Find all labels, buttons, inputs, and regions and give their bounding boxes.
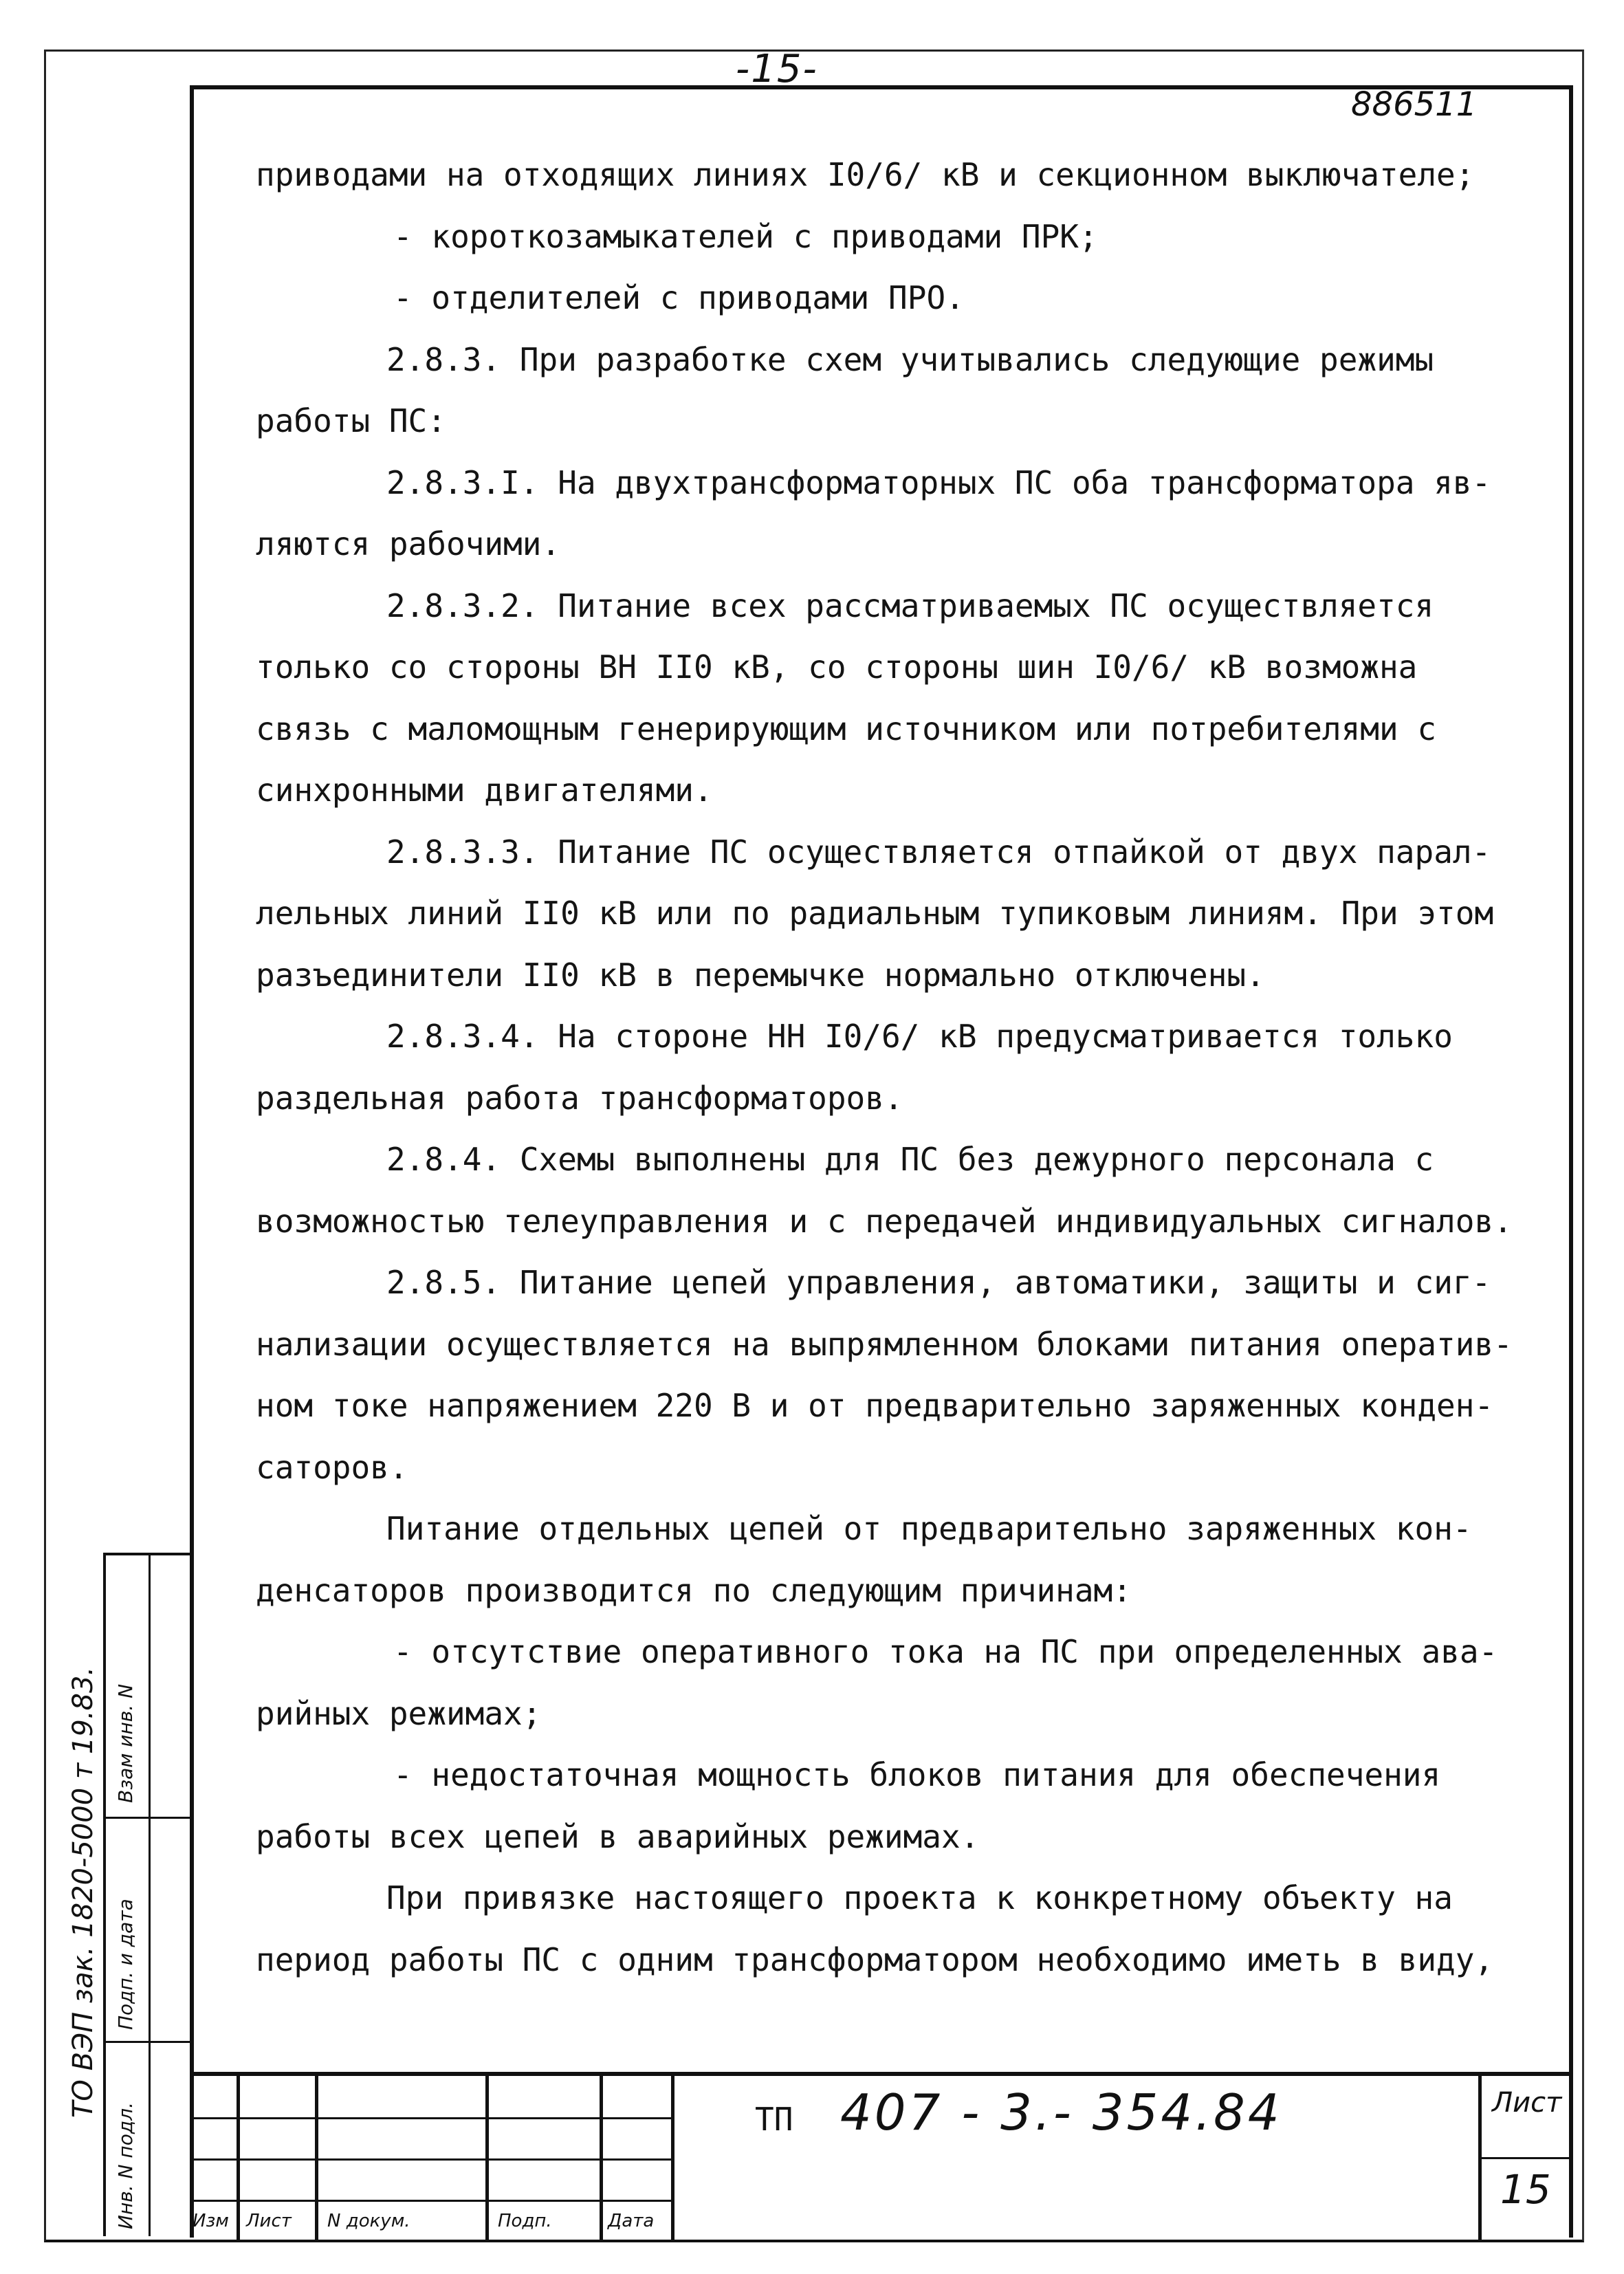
- col-label-podp: Подп.: [498, 2211, 552, 2231]
- text-line: связь с маломощным генерирующим источником или потребителями с: [256, 710, 1437, 747]
- document-code: 886511: [1351, 85, 1478, 124]
- title-block-prefix: ТП: [755, 2101, 793, 2138]
- text-line: синхронными двигателями.: [256, 772, 713, 809]
- text-line: 2.8.3. При разработке схем учитывались следующие режимы: [386, 340, 1434, 378]
- side-label-podp-data: Подп. и дата: [114, 1899, 137, 2030]
- text-line: 2.8.4. Схемы выполнены для ПС без дежурного персонала с: [386, 1141, 1434, 1178]
- text-line: период работы ПС с одним трансформатором необходимо иметь в виду,: [256, 1940, 1494, 1978]
- title-block-code: 407 - 3.- 354.84: [840, 2084, 1282, 2141]
- page-number-top: -15-: [736, 47, 818, 91]
- title-block-line: [190, 2117, 671, 2119]
- col-label-data: Дата: [608, 2211, 655, 2231]
- text-line: нализации осуществляется на выпрямленном блоками питания оператив-: [256, 1325, 1513, 1363]
- title-block-line: [190, 2200, 671, 2202]
- text-line: - короткозамыкателей с приводами ПРК;: [393, 217, 1098, 255]
- text-line: - недостаточная мощность блоков питания для обеспечения: [393, 1756, 1441, 1793]
- text-line: денсаторов производится по следующим причинам:: [256, 1571, 1132, 1609]
- text-line: саторов.: [256, 1448, 408, 1486]
- title-block-line: [671, 2076, 674, 2241]
- side-stamp: [103, 1553, 193, 2236]
- col-label-n-dokum: N докум.: [327, 2211, 410, 2231]
- text-line: только со стороны ВН II0 кВ, со стороны шин I0/6/ кВ возможна: [256, 648, 1418, 686]
- text-line: лельных линий II0 кВ или по радиальным тупиковым линиям. При этом: [256, 895, 1494, 932]
- text-line: работы всех цепей в аварийных режимах.: [256, 1817, 980, 1855]
- text-line: возможностью телеуправления и с передачей индивидуальных сигналов.: [256, 1202, 1513, 1240]
- text-line: приводами на отходящих линиях I0/6/ кВ и секционном выключателе;: [256, 156, 1475, 193]
- sheet-label: Лист: [1492, 2087, 1562, 2119]
- text-line: 2.8.3.4. На стороне НН I0/6/ кВ предусматривается только: [386, 1018, 1453, 1055]
- text-line: работы ПС:: [256, 402, 446, 439]
- text-line: - отсутствие оперативного тока на ПС при определенных ава-: [393, 1633, 1498, 1670]
- text-line: 2.8.3.I. На двухтрансформаторных ПС оба трансформатора яв-: [386, 463, 1491, 501]
- side-label-vzam-inv: Взам инв. N: [114, 1683, 137, 1803]
- text-line: 2.8.5. Питание цепей управления, автоматики, защиты и сиг-: [386, 1264, 1491, 1301]
- col-label-list: Лист: [246, 2211, 292, 2231]
- text-line: - отделителей с приводами ПРО.: [393, 279, 965, 316]
- text-line: Питание отдельных цепей от предварительно заряженных кон-: [386, 1510, 1472, 1547]
- side-stamp-divider: [106, 2041, 193, 2043]
- text-line: рийных режимах;: [256, 1694, 542, 1732]
- title-block-line: [1478, 2157, 1569, 2159]
- side-label-inv-podl: Инв. N подл.: [114, 2102, 137, 2229]
- title-block-line: [190, 2158, 671, 2161]
- text-line: ном токе напряжением 220 В и от предварительно заряженных конден-: [256, 1387, 1494, 1424]
- text-line: 2.8.3.3. Питание ПС осуществляется отпайкой от двух парал-: [386, 833, 1491, 871]
- body-text: [256, 144, 1548, 1991]
- col-label-izm: Изм: [193, 2211, 229, 2231]
- sheet-number: 15: [1500, 2166, 1551, 2213]
- text-line: 2.8.3.2. Питание всех рассматриваемых ПС осуществляется: [386, 587, 1434, 624]
- text-line: разъединители II0 кВ в перемычке нормально отключены.: [256, 956, 1265, 994]
- text-line: раздельная работа трансформаторов.: [256, 1079, 903, 1117]
- side-stamp-note: ТО ВЭП зак. 1820-5000 т 19.83.: [67, 1666, 99, 2118]
- text-line: ляются рабочими.: [256, 525, 561, 562]
- text-line: При привязке настоящего проекта к конкретному объекту на: [386, 1879, 1453, 1916]
- side-stamp-divider: [106, 1817, 193, 1819]
